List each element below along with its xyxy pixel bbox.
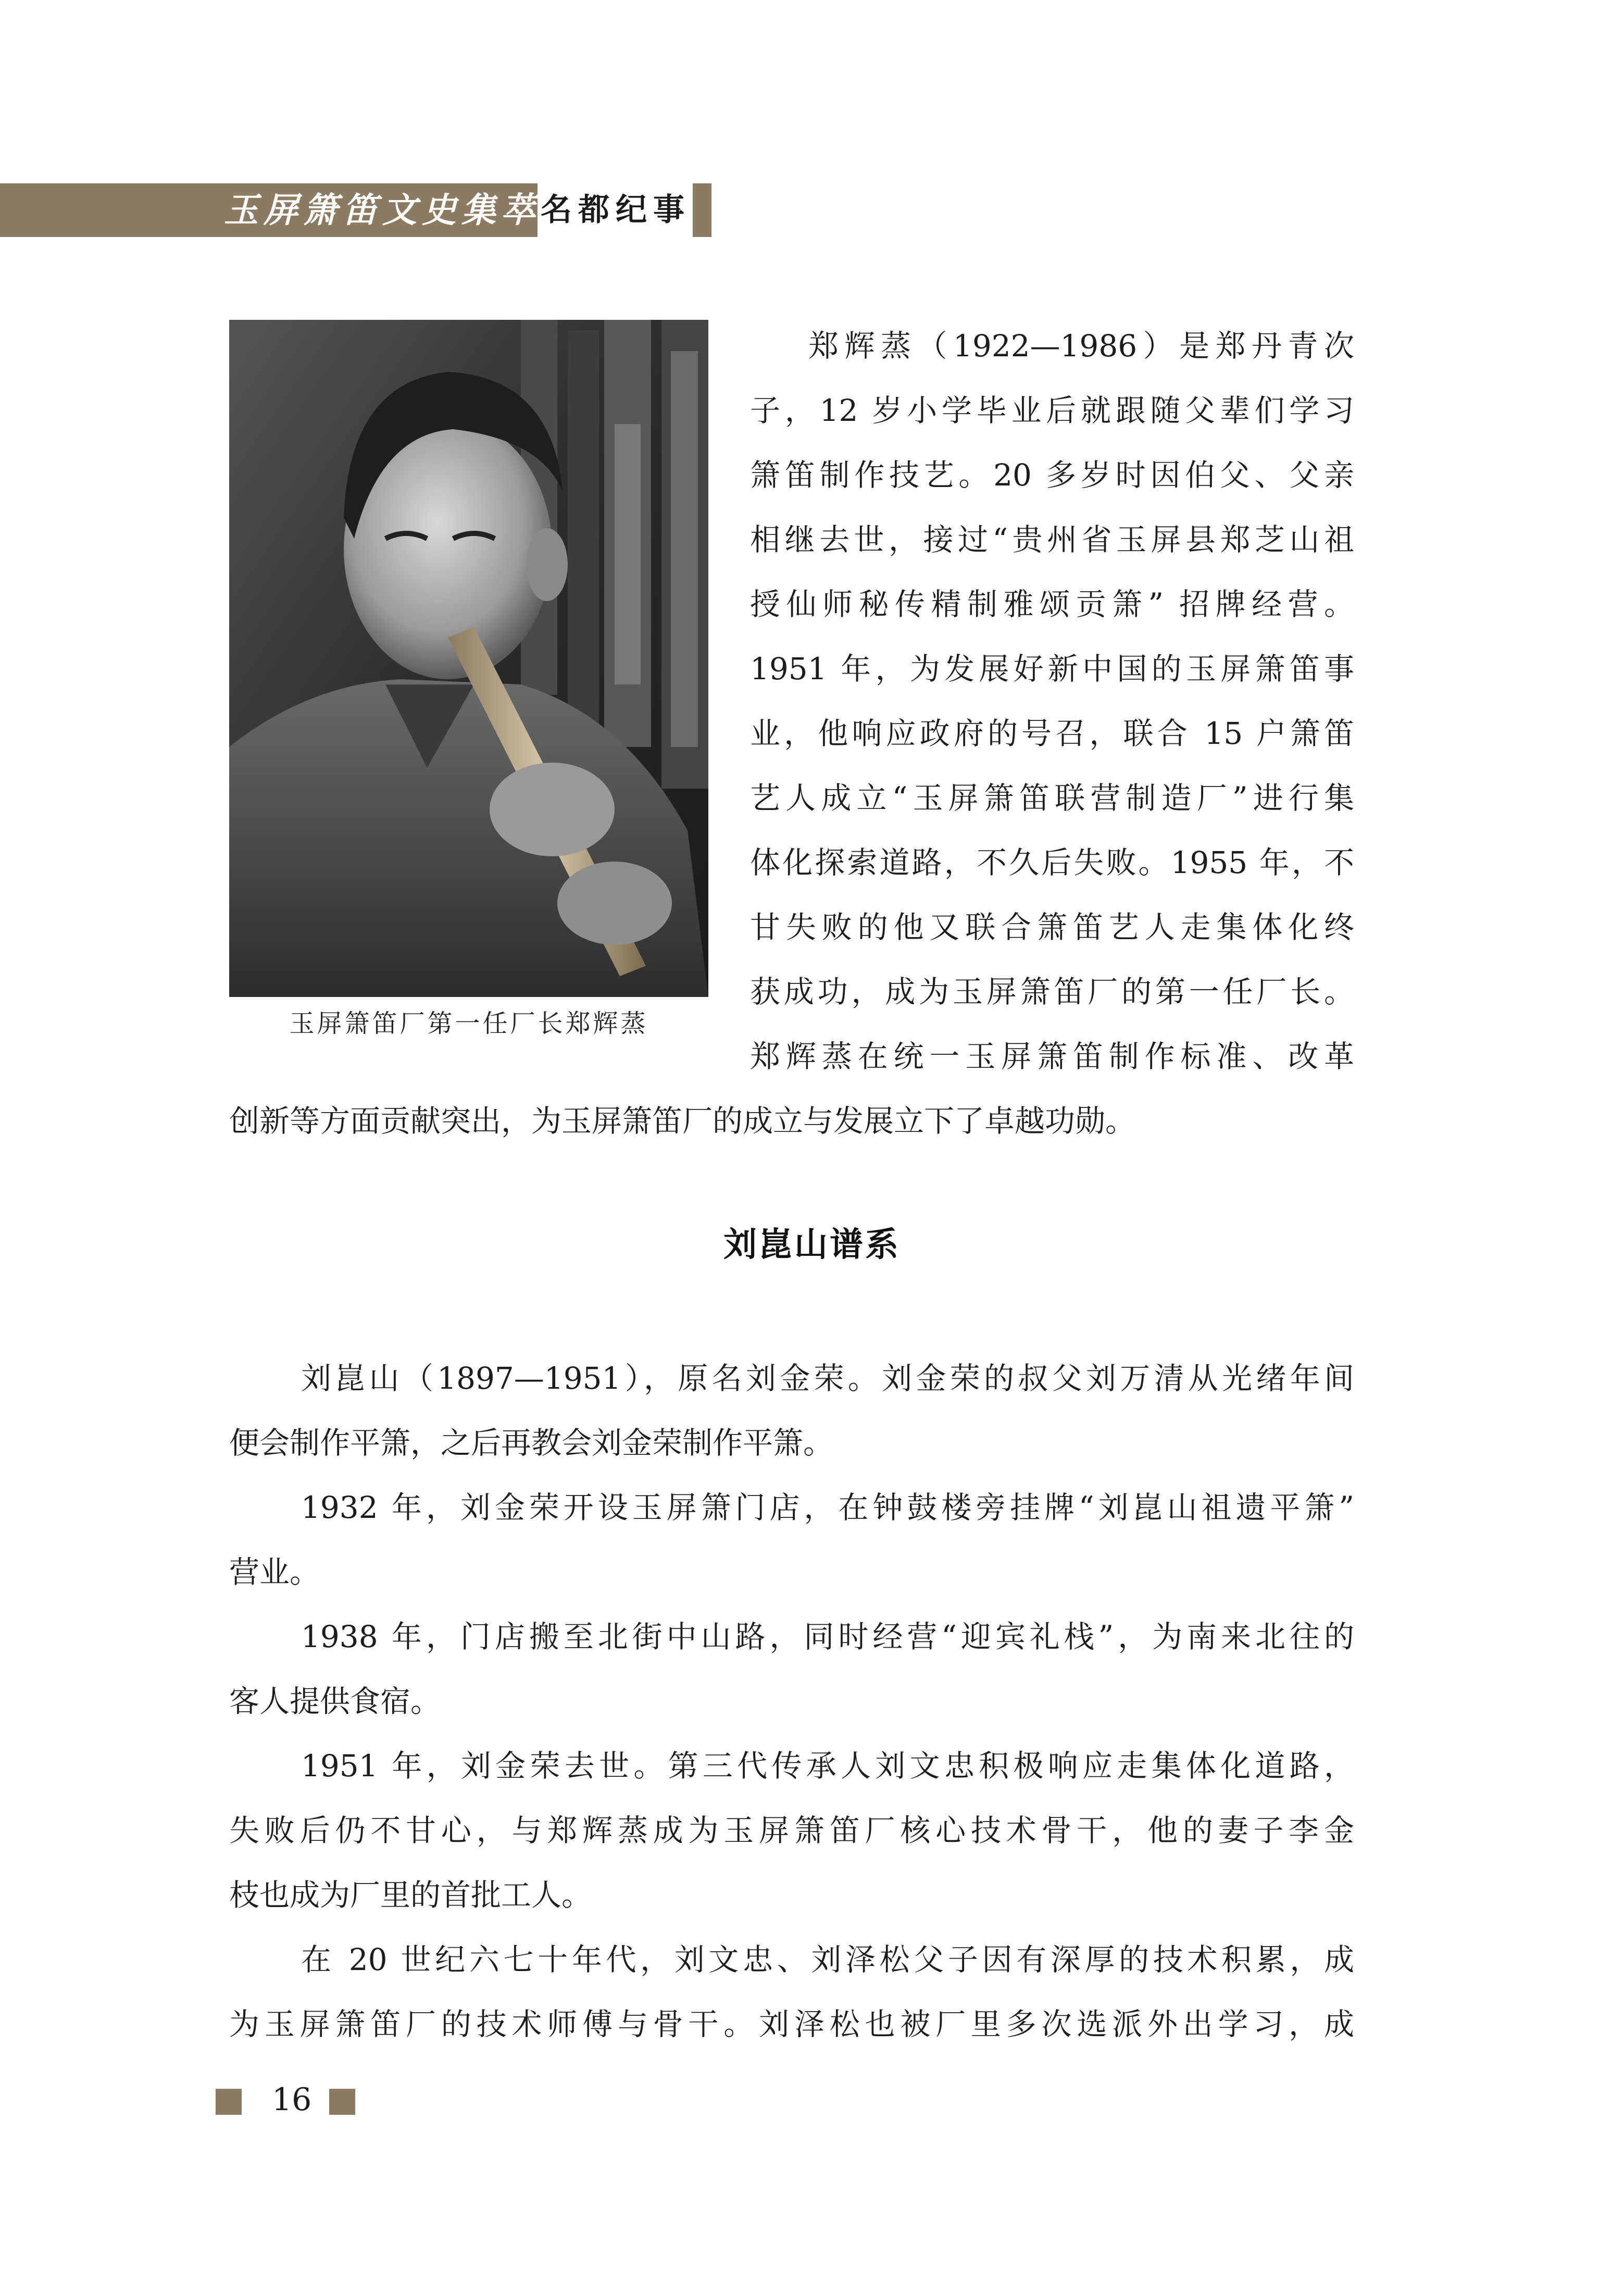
text-line: 为玉屏箫笛厂的技术师傅与骨干。刘泽松也被厂里多次选派外出学习，成 bbox=[229, 2006, 1354, 2042]
text-line: 相继去世，接过“贵州省玉屏县郑芝山祖 bbox=[750, 522, 1354, 557]
text-line: 艺人成立“玉屏箫笛联营制造厂”进行集 bbox=[750, 780, 1354, 816]
text-line: 1938 年，门店搬至北街中山路，同时经营“迎宾礼栈”，为南来北往的 bbox=[301, 1619, 1354, 1654]
text-line: 授仙师秘传精制雅颂贡箫” 招牌经营。 bbox=[750, 587, 1354, 622]
photo-caption: 玉屏箫笛厂第一任厂长郑辉蒸 bbox=[289, 1009, 648, 1038]
text-line: 刘崑山（1897—1951），原名刘金荣。刘金荣的叔父刘万清从光绪年间 bbox=[301, 1361, 1354, 1396]
header-end-block bbox=[693, 183, 711, 237]
text-line: 1932 年，刘金荣开设玉屏箫门店，在钟鼓楼旁挂牌“刘崑山祖遗平箫” bbox=[301, 1490, 1354, 1525]
text-line: 子，12 岁小学毕业后就跟随父辈们学习 bbox=[750, 393, 1354, 428]
text-line: 便会制作平箫，之后再教会刘金荣制作平箫。 bbox=[229, 1425, 834, 1461]
text-line: 获成功，成为玉屏箫笛厂的第一任厂长。 bbox=[750, 974, 1354, 1009]
portrait-illustration bbox=[229, 320, 708, 997]
text-line: 郑辉蒸在统一玉屏箫笛制作标准、改革 bbox=[750, 1039, 1354, 1074]
section-name: 名都纪事 bbox=[541, 192, 691, 228]
text-line: 营业。 bbox=[229, 1554, 320, 1590]
portrait-photo bbox=[229, 320, 708, 997]
text-line: 客人提供食宿。 bbox=[229, 1684, 441, 1719]
footer-square-left bbox=[216, 2089, 242, 2115]
text-line: 箫笛制作技艺。20 多岁时因伯父、父亲 bbox=[750, 457, 1354, 493]
page-number: 16 bbox=[272, 2081, 312, 2118]
text-line: 失败后仍不甘心，与郑辉蒸成为玉屏箫笛厂核心技术骨干，他的妻子李金 bbox=[229, 1813, 1354, 1848]
section-heading: 刘崑山谱系 bbox=[723, 1225, 901, 1264]
footer-square-right bbox=[329, 2089, 355, 2115]
text-line: 体化探索道路，不久后失败。1955 年，不 bbox=[750, 845, 1354, 880]
text-line: 郑辉蒸（1922—1986）是郑丹青次 bbox=[808, 328, 1354, 364]
text-line: 在 20 世纪六七十年代，刘文忠、刘泽松父子因有深厚的技术积累，成 bbox=[301, 1942, 1354, 1977]
text-line: 业，他响应政府的号召，联合 15 户箫笛 bbox=[750, 716, 1354, 751]
text-line: 1951 年，为发展好新中国的玉屏箫笛事 bbox=[750, 651, 1354, 687]
book-series-logo: 玉屏箫笛文史集萃 bbox=[224, 190, 541, 230]
text-line: 1951 年，刘金荣去世。第三代传承人刘文忠积极响应走集体化道路， bbox=[301, 1748, 1354, 1784]
text-line: 创新等方面贡献突出，为玉屏箫笛厂的成立与发展立下了卓越功勋。 bbox=[229, 1103, 1136, 1139]
text-line: 甘失败的他又联合箫笛艺人走集体化终 bbox=[750, 909, 1354, 945]
text-line: 枝也成为厂里的首批工人。 bbox=[229, 1877, 592, 1913]
